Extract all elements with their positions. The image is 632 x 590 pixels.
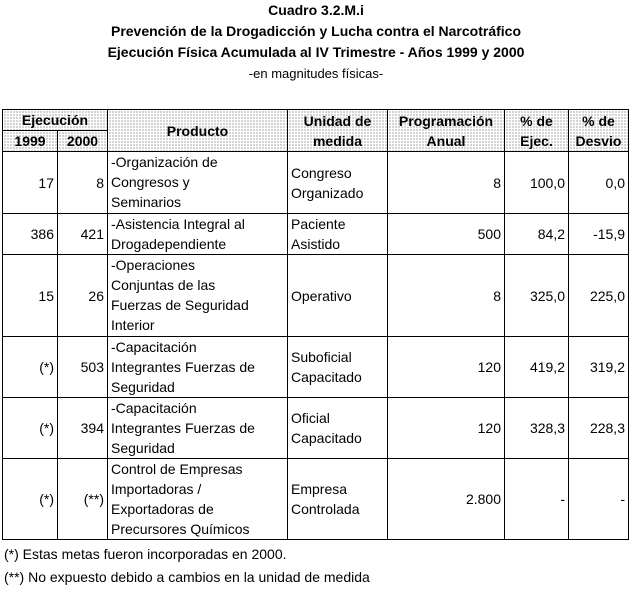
cell-unidad: Paciente Asistido xyxy=(288,214,388,255)
header-year-2000: 2000 xyxy=(58,131,108,152)
table-row xyxy=(3,398,629,459)
cell-unidad: Empresa Controlada xyxy=(288,459,388,540)
cell-producto: -Asistencia Integral al Drogadependiente xyxy=(108,214,288,255)
header-ejecucion: Ejecución xyxy=(3,110,108,131)
table-body xyxy=(3,152,629,540)
cell-2000: 8 xyxy=(58,152,108,214)
cell-desvio: 225,0 xyxy=(569,255,629,337)
execution-table xyxy=(2,109,629,540)
cell-1999: (*) xyxy=(3,459,58,540)
table-row xyxy=(3,337,629,398)
cell-programacion: 120 xyxy=(388,337,505,398)
cell-2000: 421 xyxy=(58,214,108,255)
table-subtitle: Ejecución Física Acumulada al IV Trimestre - Años 1999 y 2000 xyxy=(107,44,525,60)
cell-desvio: 0,0 xyxy=(569,152,629,214)
cell-unidad: Operativo xyxy=(288,255,388,337)
cell-1999: (*) xyxy=(3,337,58,398)
cell-producto: -Capacitación Integrantes Fuerzas de Seguridad xyxy=(108,398,288,459)
cell-ejec: 419,2 xyxy=(505,337,569,398)
cell-desvio: - xyxy=(569,459,629,540)
cell-ejec: - xyxy=(505,459,569,540)
cell-1999: 17 xyxy=(3,152,58,214)
table-header xyxy=(3,110,629,152)
cell-programacion: 500 xyxy=(388,214,505,255)
cell-2000: 26 xyxy=(58,255,108,337)
cell-ejec: 325,0 xyxy=(505,255,569,337)
cell-2000: 394 xyxy=(58,398,108,459)
cell-ejec: 84,2 xyxy=(505,214,569,255)
cell-producto: Control de Empresas Importadoras / Exportadoras de Precursores Químicos xyxy=(108,459,288,540)
cell-producto: -Operaciones Conjuntas de las Fuerzas de Seguridad Interior xyxy=(108,255,288,337)
table-row xyxy=(3,255,629,337)
footnote-2: (**) No expuesto debido a cambios en la unidad de medida xyxy=(4,569,370,585)
header-year-1999: 1999 xyxy=(3,131,58,152)
table-title: Prevención de la Drogadicción y Lucha contra el Narcotráfico xyxy=(110,23,521,39)
cell-1999: (*) xyxy=(3,398,58,459)
header-ejec: % de Ejec. xyxy=(505,110,569,152)
cell-producto: -Organización de Congresos y Seminarios xyxy=(108,152,288,214)
cell-programacion: 2.800 xyxy=(388,459,505,540)
cell-ejec: 328,3 xyxy=(505,398,569,459)
cell-programacion: 120 xyxy=(388,398,505,459)
cell-programacion: 8 xyxy=(388,255,505,337)
header-desvio: % de Desvio xyxy=(569,110,629,152)
cell-ejec: 100,0 xyxy=(505,152,569,214)
cell-2000: (**) xyxy=(58,459,108,540)
table-row xyxy=(3,152,629,214)
cell-1999: 15 xyxy=(3,255,58,337)
header-programacion: Programación Anual xyxy=(388,110,505,152)
table-row xyxy=(3,459,629,540)
cell-programacion: 8 xyxy=(388,152,505,214)
cell-desvio: -15,9 xyxy=(569,214,629,255)
header-producto: Producto xyxy=(108,110,288,152)
table-units-note: -en magnitudes físicas- xyxy=(248,66,384,81)
cell-producto: -Capacitación Integrantes Fuerzas de Seguridad xyxy=(108,337,288,398)
cell-desvio: 319,2 xyxy=(569,337,629,398)
cell-desvio: 228,3 xyxy=(569,398,629,459)
cell-unidad: Oficial Capacitado xyxy=(288,398,388,459)
table-number: Cuadro 3.2.M.i xyxy=(268,2,364,18)
cell-unidad: Suboficial Capacitado xyxy=(288,337,388,398)
footnote-1: (*) Estas metas fueron incorporadas en 2000. xyxy=(4,546,287,562)
cell-unidad: Congreso Organizado xyxy=(288,152,388,214)
table-row xyxy=(3,214,629,255)
header-unidad: Unidad de medida xyxy=(288,110,388,152)
cell-2000: 503 xyxy=(58,337,108,398)
cell-1999: 386 xyxy=(3,214,58,255)
